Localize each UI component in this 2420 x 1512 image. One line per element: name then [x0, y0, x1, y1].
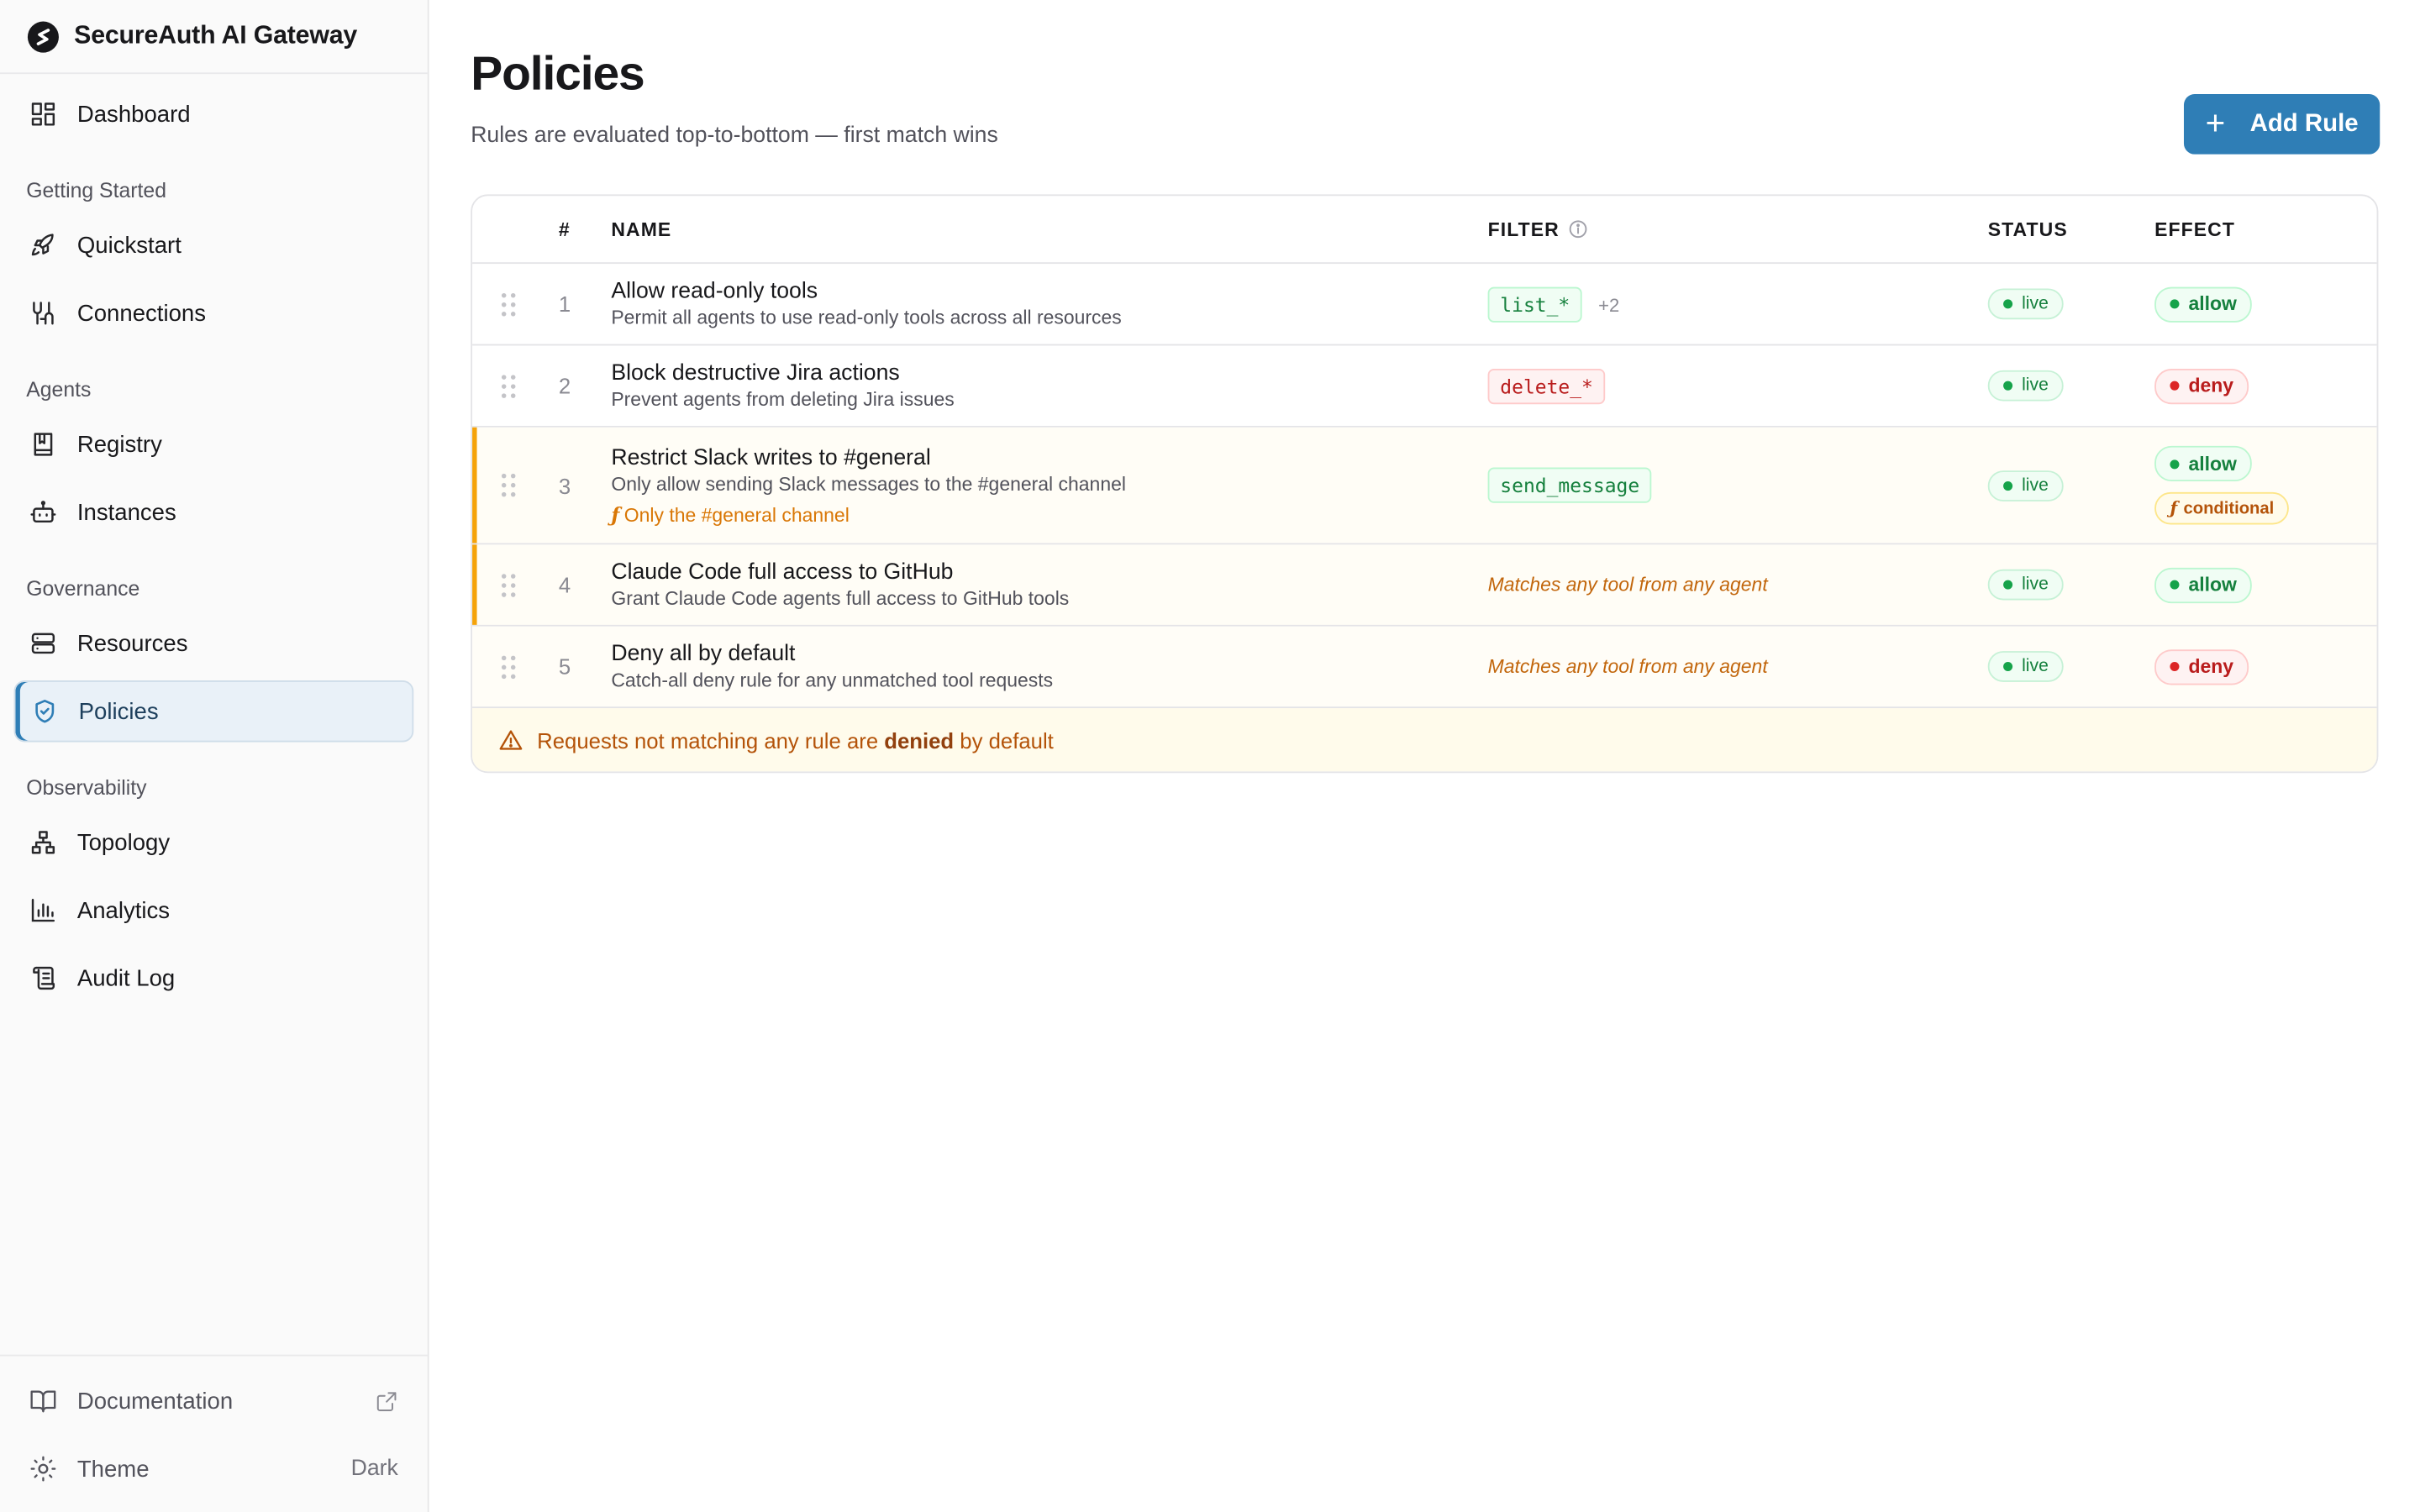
rule-name-cell — [611, 279, 1487, 328]
table-row[interactable] — [472, 544, 2377, 626]
function-icon: ƒ — [611, 501, 620, 526]
rule-title: Block destructive Jira actions — [611, 360, 900, 386]
rocket-icon — [29, 232, 57, 260]
rule-description: Prevent agents from deleting Jira issues — [611, 388, 955, 411]
sidebar-item-label: Quickstart — [76, 232, 182, 259]
filter-cell — [1488, 368, 1988, 403]
section-governance: Governance — [26, 576, 140, 601]
shield-icon — [31, 697, 59, 725]
sidebar-item-label: Policies — [78, 698, 159, 725]
book-icon — [29, 430, 57, 458]
brand[interactable] — [0, 0, 428, 74]
rule-number: 3 — [558, 472, 571, 498]
filter-chip: delete_* — [1488, 368, 1606, 403]
sidebar-item-label: Analytics — [76, 897, 171, 924]
brand-name: SecureAuth AI Gateway — [74, 21, 358, 50]
sidebar-item-quickstart[interactable] — [14, 214, 414, 276]
sidebar-item-registry[interactable] — [14, 413, 414, 475]
sidebar-item-label: Topology — [76, 829, 171, 856]
header-effect: EFFECT — [2154, 218, 2235, 240]
status-cell — [1988, 370, 2154, 402]
table-row[interactable] — [472, 627, 2377, 708]
open-book-icon — [29, 1387, 57, 1415]
status-cell — [1988, 570, 2154, 601]
drag-handle-icon[interactable] — [502, 374, 516, 397]
status-badge: live — [1988, 470, 2064, 501]
server-icon — [29, 629, 57, 657]
plus-icon: + — [2205, 102, 2226, 142]
drag-handle-icon[interactable] — [502, 292, 516, 316]
policies-table — [471, 194, 2378, 773]
topology-icon — [29, 828, 57, 856]
drag-handle-icon[interactable] — [502, 573, 516, 596]
rule-title: Allow read-only tools — [611, 279, 818, 304]
rule-condition: ƒ Only the #general channel — [611, 501, 850, 526]
filter-cell — [1488, 468, 1988, 503]
sidebar-item-resources[interactable] — [14, 612, 414, 674]
default-deny-notice — [472, 708, 2377, 771]
effect-cell — [2154, 286, 2376, 322]
sidebar-item-instances[interactable] — [14, 481, 414, 543]
notice-text: Requests not matching any rule are denied by default — [537, 727, 1054, 753]
header-num: # — [558, 218, 571, 240]
rule-number: 4 — [558, 572, 571, 597]
filter-chip: list_* — [1488, 286, 1582, 322]
header-status: STATUS — [1987, 218, 2068, 240]
sidebar-item-policies[interactable] — [14, 680, 414, 742]
sun-icon — [29, 1455, 57, 1483]
sidebar-item-analytics[interactable] — [14, 879, 414, 941]
rule-number: 2 — [558, 373, 571, 398]
rule-name-cell — [611, 445, 1487, 526]
rule-name-cell — [611, 361, 1487, 411]
filter-any: Matches any tool from any agent — [1487, 574, 1768, 596]
rule-number: 1 — [558, 291, 571, 317]
sidebar-item-topology[interactable] — [14, 811, 414, 873]
sidebar-item-connections[interactable] — [14, 282, 414, 344]
plug-icon — [29, 299, 57, 327]
info-icon[interactable] — [1569, 219, 1589, 239]
effect-cell — [2154, 368, 2376, 403]
external-link-icon — [375, 1389, 398, 1413]
status-badge: live — [1988, 570, 2064, 601]
header-filter-label: FILTER — [1487, 218, 1560, 240]
logo-icon — [26, 19, 60, 53]
sidebar-item-label: Instances — [76, 499, 176, 526]
warning-icon — [498, 727, 523, 752]
status-badge: live — [1988, 288, 2064, 319]
table-header — [472, 196, 2377, 264]
sidebar-nav — [0, 74, 428, 1354]
drag-handle-icon[interactable] — [502, 474, 516, 497]
header-name: NAME — [611, 218, 672, 240]
rule-description: Only allow sending Slack messages to the #general channel — [611, 472, 1126, 495]
effect-badge: deny — [2154, 648, 2249, 684]
sidebar-item-label: Registry — [76, 431, 162, 458]
effect-badge: deny — [2154, 368, 2249, 403]
page-title: Policies — [471, 46, 644, 101]
status-cell — [1988, 470, 2154, 501]
drag-handle-icon[interactable] — [502, 655, 516, 679]
effect-badge: allow — [2154, 286, 2252, 322]
documentation-label: Documentation — [76, 1388, 234, 1415]
effect-badge: allow — [2154, 567, 2252, 602]
effect-badge: allow — [2154, 446, 2252, 481]
sidebar-item-label: Dashboard — [76, 101, 191, 128]
table-row[interactable] — [472, 345, 2377, 427]
sidebar-item-label: Audit Log — [76, 964, 176, 992]
section-observability: Observability — [26, 775, 147, 800]
filter-any: Matches any tool from any agent — [1487, 655, 1768, 678]
bot-icon — [29, 498, 57, 526]
documentation-link[interactable] — [14, 1367, 414, 1435]
filter-more[interactable]: +2 — [1598, 293, 1620, 316]
rule-name-cell — [611, 560, 1487, 610]
main-content — [429, 0, 2420, 1512]
page-subtitle: Rules are evaluated top-to-bottom — first match wins — [471, 123, 998, 149]
theme-toggle[interactable] — [14, 1435, 414, 1503]
rule-title: Deny all by default — [611, 642, 796, 667]
theme-value: Dark — [350, 1456, 398, 1482]
header-filter — [1488, 218, 1988, 240]
table-row[interactable] — [472, 264, 2377, 345]
effect-cell — [2154, 446, 2376, 525]
dashboard-icon — [29, 100, 57, 128]
rule-description: Catch-all deny rule for any unmatched tool requests — [611, 669, 1054, 691]
scroll-icon — [29, 964, 57, 992]
add-rule-button[interactable] — [2184, 94, 2380, 155]
sidebar-item-dashboard[interactable] — [14, 83, 414, 144]
rule-description: Grant Claude Code agents full access to GitHub tools — [611, 587, 1070, 610]
status-cell — [1988, 651, 2154, 682]
section-getting-started: Getting Started — [26, 179, 167, 202]
status-badge: live — [1988, 651, 2064, 682]
table-row[interactable] — [472, 428, 2377, 545]
rule-name-cell — [611, 642, 1487, 691]
sidebar-item-label: Resources — [76, 630, 188, 657]
status-cell — [1988, 288, 2154, 319]
effect-cell — [2154, 567, 2376, 602]
bar-chart-icon — [29, 896, 57, 924]
theme-label: Theme — [76, 1455, 150, 1483]
filter-cell — [1488, 653, 1988, 680]
filter-cell — [1488, 286, 1988, 322]
add-rule-label: Add Rule — [2249, 110, 2359, 137]
sidebar — [0, 0, 429, 1512]
effect-cell — [2154, 648, 2376, 684]
filter-chip: send_message — [1488, 468, 1652, 503]
rule-number: 5 — [558, 654, 571, 680]
status-badge: live — [1988, 370, 2064, 402]
section-agents: Agents — [26, 377, 92, 402]
sidebar-footer — [0, 1355, 428, 1512]
filter-cell — [1488, 571, 1988, 599]
sidebar-item-audit-log[interactable] — [14, 948, 414, 1009]
rule-description: Permit all agents to use read-only tools across all resources — [611, 307, 1122, 329]
conditional-badge: ƒ conditional — [2154, 492, 2290, 525]
rule-title: Restrict Slack writes to #general — [611, 444, 931, 470]
rule-title: Claude Code full access to GitHub — [611, 559, 954, 585]
sidebar-item-label: Connections — [76, 300, 207, 327]
